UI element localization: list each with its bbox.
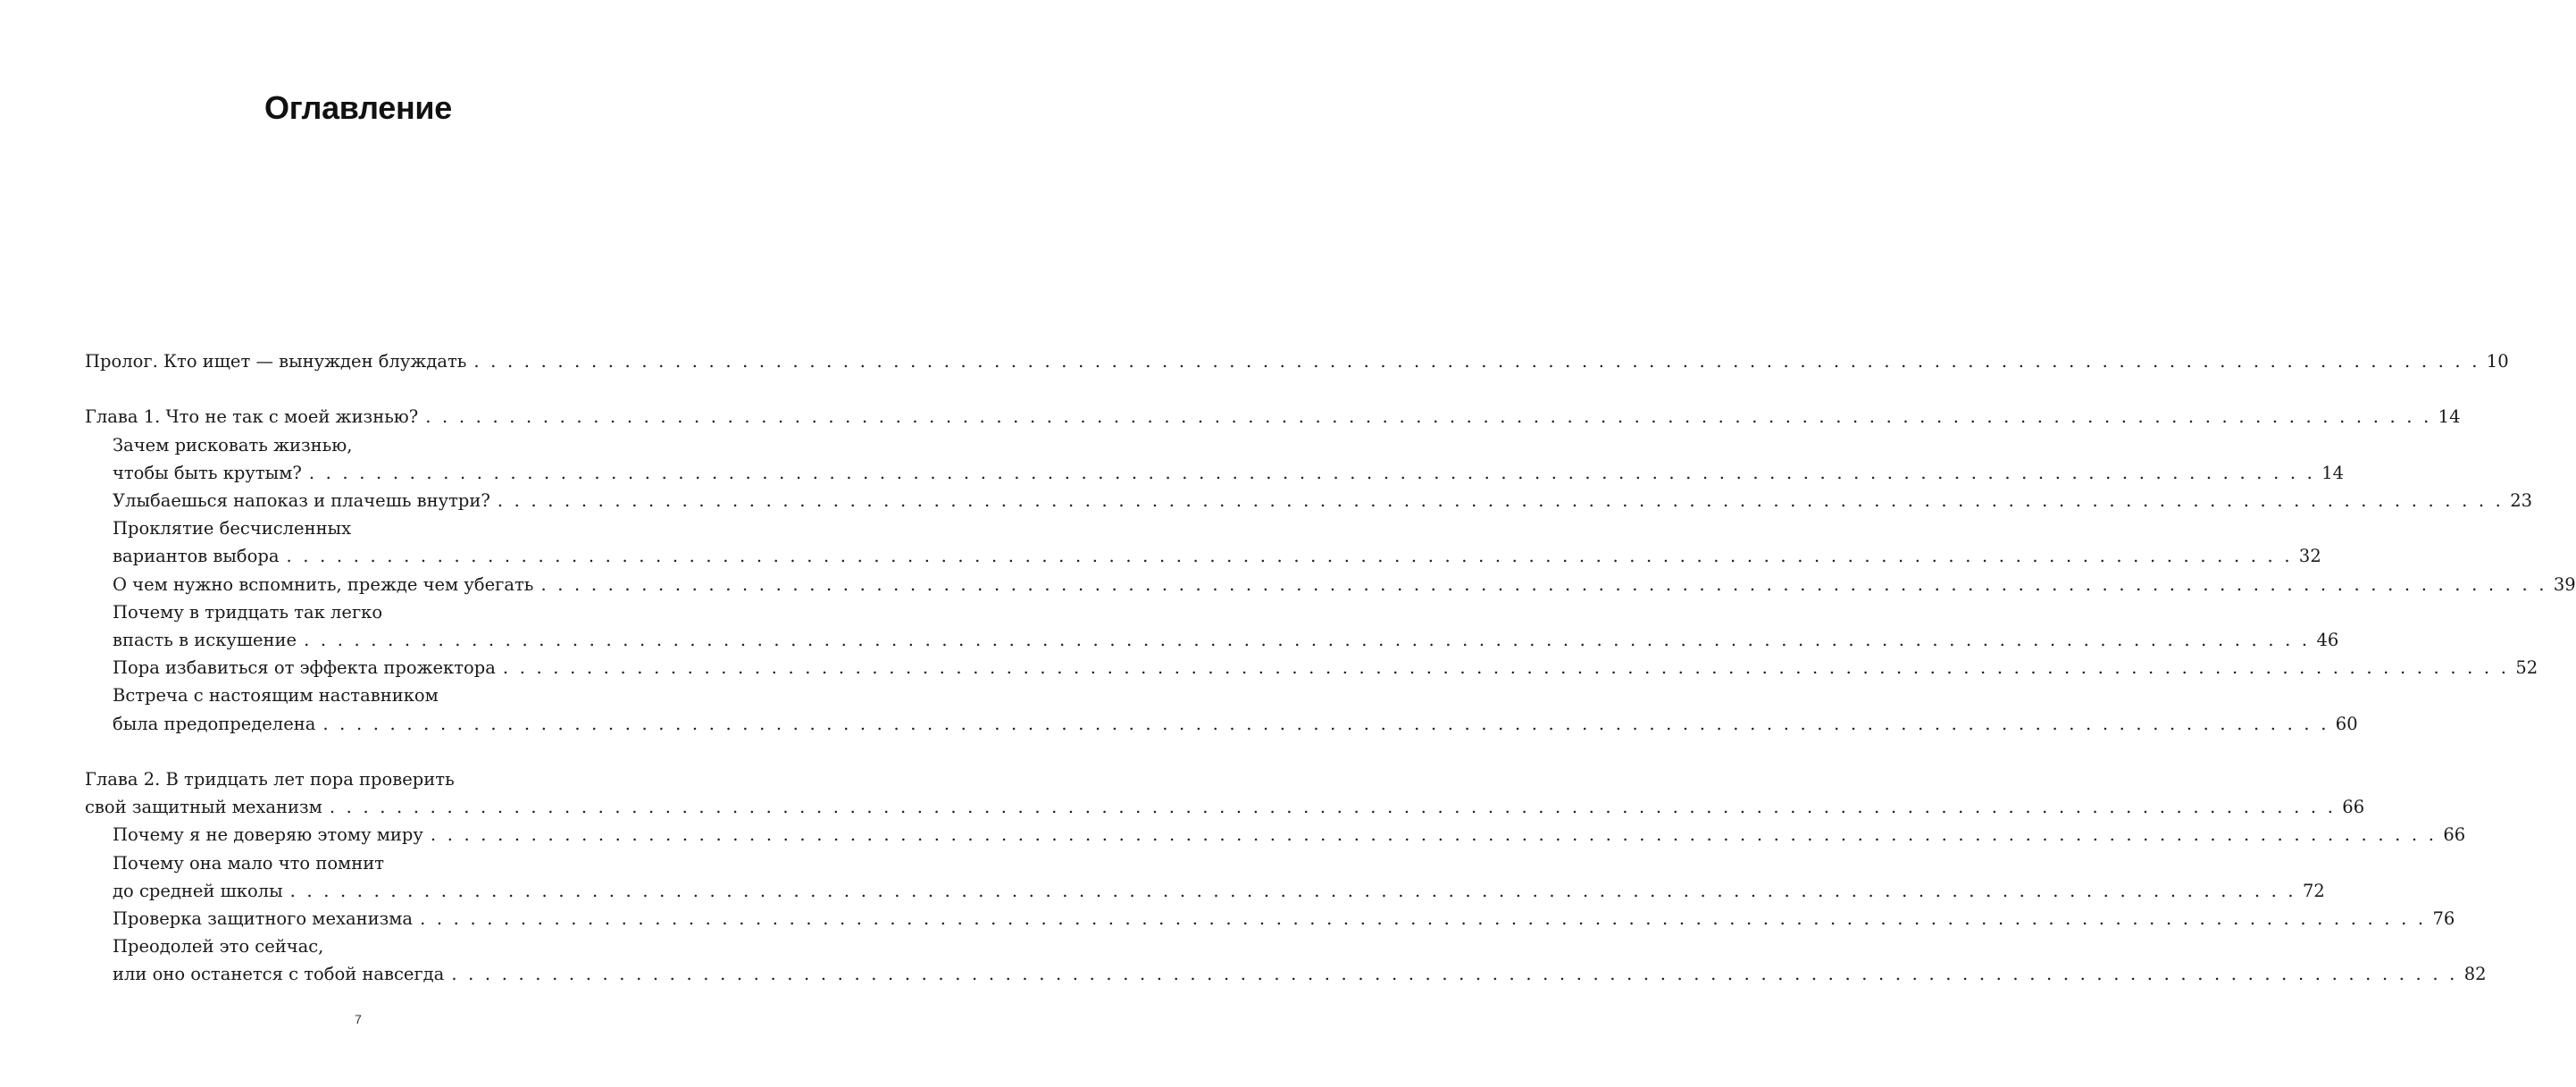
toc-entry-title: Пролог. Кто ищет — вынужден блуждать bbox=[85, 351, 467, 372]
table-of-contents bbox=[85, 347, 2576, 989]
dot-leader: . . . . . . . . . . . . . . . . . . . . . . . . . . . . . . . . . . . . . . . . . . . . . . . . . . . . . . . . . . . . . . . . . . . . . . . . . . . . . . . . . . . . . . . . . . . . . . . . . . . . . . . . . . . . . . . . . . . . . . . . bbox=[502, 657, 2510, 679]
toc-entry-line bbox=[113, 877, 2325, 905]
toc-entry-line bbox=[113, 487, 2533, 514]
dot-leader: . . . . . . . . . . . . . . . . . . . . . . . . . . . . . . . . . . . . . . . . . . . . . . . . . . . . . . . . . . . . . . . . . . . . . . . . . . . . . . . . . . . . . . . . . . . . . . . . . . . . . . . . . . . . . . . . . . . . . . . . bbox=[425, 406, 2432, 428]
toc-entry-page: 76 bbox=[2432, 908, 2455, 930]
toc-entry-line bbox=[113, 626, 2339, 654]
toc-entry-title: вариантов выбора bbox=[113, 546, 280, 567]
toc-entry-title: Почему она мало что помнит bbox=[113, 852, 385, 874]
toc-entry-page: 14 bbox=[2438, 406, 2461, 428]
toc-entry-title: Встреча с настоящим наставником bbox=[113, 685, 439, 707]
toc-entry-line bbox=[113, 681, 632, 709]
toc-subentry[interactable] bbox=[85, 487, 2533, 514]
toc-entry-page: 10 bbox=[2486, 351, 2509, 372]
toc-entry-page: 39 bbox=[2553, 573, 2576, 595]
page-title: Оглавление bbox=[264, 89, 452, 126]
toc-entry-page: 14 bbox=[2321, 462, 2345, 483]
toc-entry-title: впасть в искушение bbox=[113, 630, 297, 651]
toc-entry[interactable] bbox=[85, 765, 2365, 821]
toc-entry-line bbox=[113, 514, 632, 542]
toc-entry-title: Проклятие бесчисленных bbox=[113, 518, 352, 539]
dot-leader: . . . . . . . . . . . . . . . . . . . . . . . . . . . . . . . . . . . . . . . . . . . . . . . . . . . . . . . . . . . . . . . . . . . . . . . . . . . . . . . . . . . . . . . . . . . . . . . . . . . . . . . . . . . . . . . . . . . . . . . . bbox=[329, 797, 2337, 818]
toc-entry-line bbox=[113, 849, 632, 877]
toc-entry-line bbox=[113, 960, 2487, 988]
toc-entry-title: Проверка защитного механизма bbox=[113, 908, 414, 930]
toc-subentry[interactable] bbox=[85, 431, 2345, 487]
toc-entry-page: 66 bbox=[2443, 824, 2466, 846]
toc-entry-title: чтобы быть крутым? bbox=[113, 462, 302, 483]
toc-entry-title: Почему в тридцать так легко bbox=[113, 601, 383, 623]
toc-entry[interactable] bbox=[85, 347, 2509, 375]
toc-subentry[interactable] bbox=[85, 821, 2466, 849]
toc-entry-title: или оно останется с тобой навсегда bbox=[113, 964, 445, 985]
toc-entry-line bbox=[113, 710, 2358, 738]
toc-subentry[interactable] bbox=[85, 932, 2487, 988]
dot-leader: . . . . . . . . . . . . . . . . . . . . . . . . . . . . . . . . . . . . . . . . . . . . . . . . . . . . . . . . . . . . . . . . . . . . . . . . . . . . . . . . . . . . . . . . . . . . . . . . . . . . . . . . . . . . . . . . . . . . . . . . bbox=[304, 630, 2311, 651]
toc-entry-line bbox=[113, 459, 2345, 487]
toc-entry-line bbox=[113, 654, 2538, 681]
toc-subentry[interactable] bbox=[85, 598, 2339, 654]
toc-entry[interactable] bbox=[85, 403, 2461, 431]
dot-leader: . . . . . . . . . . . . . . . . . . . . . . . . . . . . . . . . . . . . . . . . . . . . . . . . . . . . . . . . . . . . . . . . . . . . . . . . . . . . . . . . . . . . . . . . . . . . . . . . . . . . . . . . . . . . . . . . . . . . . . . . bbox=[451, 964, 2458, 985]
toc-entry-title: свой защитный механизм bbox=[85, 797, 322, 818]
dot-leader: . . . . . . . . . . . . . . . . . . . . . . . . . . . . . . . . . . . . . . . . . . . . . . . . . . . . . . . . . . . . . . . . . . . . . . . . . . . . . . . . . . . . . . . . . . . . . . . . . . . . . . . . . . . . . . . . . . . . . . . . bbox=[497, 490, 2505, 511]
toc-entry-page: 32 bbox=[2298, 546, 2321, 567]
toc-entry-line bbox=[85, 765, 632, 793]
toc-entry-page: 46 bbox=[2316, 630, 2339, 651]
toc-entry-line bbox=[85, 347, 2509, 375]
dot-leader: . . . . . . . . . . . . . . . . . . . . . . . . . . . . . . . . . . . . . . . . . . . . . . . . . . . . . . . . . . . . . . . . . . . . . . . . . . . . . . . . . . . . . . . . . . . . . . . . . . . . . . . . . . . . . . . . . . . . . . . . bbox=[540, 573, 2547, 595]
toc-entry-line bbox=[113, 571, 2576, 598]
toc-entry-line bbox=[113, 905, 2455, 932]
toc-subentry[interactable] bbox=[85, 571, 2576, 598]
toc-entry-title: Глава 2. В тридцать лет пора проверить bbox=[85, 769, 455, 790]
toc-entry-line bbox=[113, 932, 632, 960]
toc-entry-page: 82 bbox=[2463, 964, 2487, 985]
toc-entry-title: Глава 1. Что не так с моей жизнью? bbox=[85, 406, 419, 428]
toc-entry-title: Почему я не доверяю этому миру bbox=[113, 824, 423, 846]
toc-entry-line bbox=[113, 598, 632, 626]
toc-subentry[interactable] bbox=[85, 514, 2321, 570]
toc-entry-line bbox=[85, 403, 2461, 431]
toc-entry-title: О чем нужно вспомнить, прежде чем убегать bbox=[113, 573, 534, 595]
toc-entry-page: 23 bbox=[2510, 490, 2533, 511]
toc-entry-line bbox=[85, 793, 2365, 821]
toc-entry-title: до средней школы bbox=[113, 880, 283, 901]
toc-entry-line bbox=[113, 821, 2466, 849]
page-number: 7 bbox=[355, 1012, 362, 1026]
toc-entry-page: 72 bbox=[2303, 880, 2325, 901]
toc-entry-page: 52 bbox=[2515, 657, 2538, 679]
toc-entry-line bbox=[113, 542, 2321, 570]
dot-leader: . . . . . . . . . . . . . . . . . . . . . . . . . . . . . . . . . . . . . . . . . . . . . . . . . . . . . . . . . . . . . . . . . . . . . . . . . . . . . . . . . . . . . . . . . . . . . . . . . . . . . . . . . . . . . . . . . . . . . . . . bbox=[420, 908, 2427, 930]
toc-subentry[interactable] bbox=[85, 849, 2325, 905]
toc-subentry[interactable] bbox=[85, 654, 2538, 681]
toc-entry-title: Улыбаешься напоказ и плачешь внутри? bbox=[113, 490, 490, 511]
toc-entry-page: 60 bbox=[2335, 713, 2358, 734]
toc-entry-title: Зачем рисковать жизнью, bbox=[113, 434, 353, 456]
dot-leader: . . . . . . . . . . . . . . . . . . . . . . . . . . . . . . . . . . . . . . . . . . . . . . . . . . . . . . . . . . . . . . . . . . . . . . . . . . . . . . . . . . . . . . . . . . . . . . . . . . . . . . . . . . . . . . . . . . . . . . . . bbox=[430, 824, 2438, 846]
dot-leader: . . . . . . . . . . . . . . . . . . . . . . . . . . . . . . . . . . . . . . . . . . . . . . . . . . . . . . . . . . . . . . . . . . . . . . . . . . . . . . . . . . . . . . . . . . . . . . . . . . . . . . . . . . . . . . . . . . . . . . . . bbox=[289, 880, 2296, 901]
dot-leader: . . . . . . . . . . . . . . . . . . . . . . . . . . . . . . . . . . . . . . . . . . . . . . . . . . . . . . . . . . . . . . . . . . . . . . . . . . . . . . . . . . . . . . . . . . . . . . . . . . . . . . . . . . . . . . . . . . . . . . . . bbox=[322, 713, 2329, 734]
dot-leader: . . . . . . . . . . . . . . . . . . . . . . . . . . . . . . . . . . . . . . . . . . . . . . . . . . . . . . . . . . . . . . . . . . . . . . . . . . . . . . . . . . . . . . . . . . . . . . . . . . . . . . . . . . . . . . . . . . . . . . . . bbox=[286, 546, 2293, 567]
toc-subentry[interactable] bbox=[85, 681, 2358, 737]
toc-entry-title: была предопределена bbox=[113, 713, 316, 734]
toc-entry-title: Преодолей это сейчас, bbox=[113, 936, 324, 957]
toc-subentry[interactable] bbox=[85, 905, 2455, 932]
toc-entry-line bbox=[113, 431, 632, 459]
toc-entry-title: Пора избавиться от эффекта прожектора bbox=[113, 657, 496, 679]
toc-entry-page: 66 bbox=[2342, 797, 2365, 818]
dot-leader: . . . . . . . . . . . . . . . . . . . . . . . . . . . . . . . . . . . . . . . . . . . . . . . . . . . . . . . . . . . . . . . . . . . . . . . . . . . . . . . . . . . . . . . . . . . . . . . . . . . . . . . . . . . . . . . . . . . . . . . . bbox=[308, 462, 2316, 483]
dot-leader: . . . . . . . . . . . . . . . . . . . . . . . . . . . . . . . . . . . . . . . . . . . . . . . . . . . . . . . . . . . . . . . . . . . . . . . . . . . . . . . . . . . . . . . . . . . . . . . . . . . . . . . . . . . . . . . . . . . . . . . . bbox=[473, 351, 2480, 372]
